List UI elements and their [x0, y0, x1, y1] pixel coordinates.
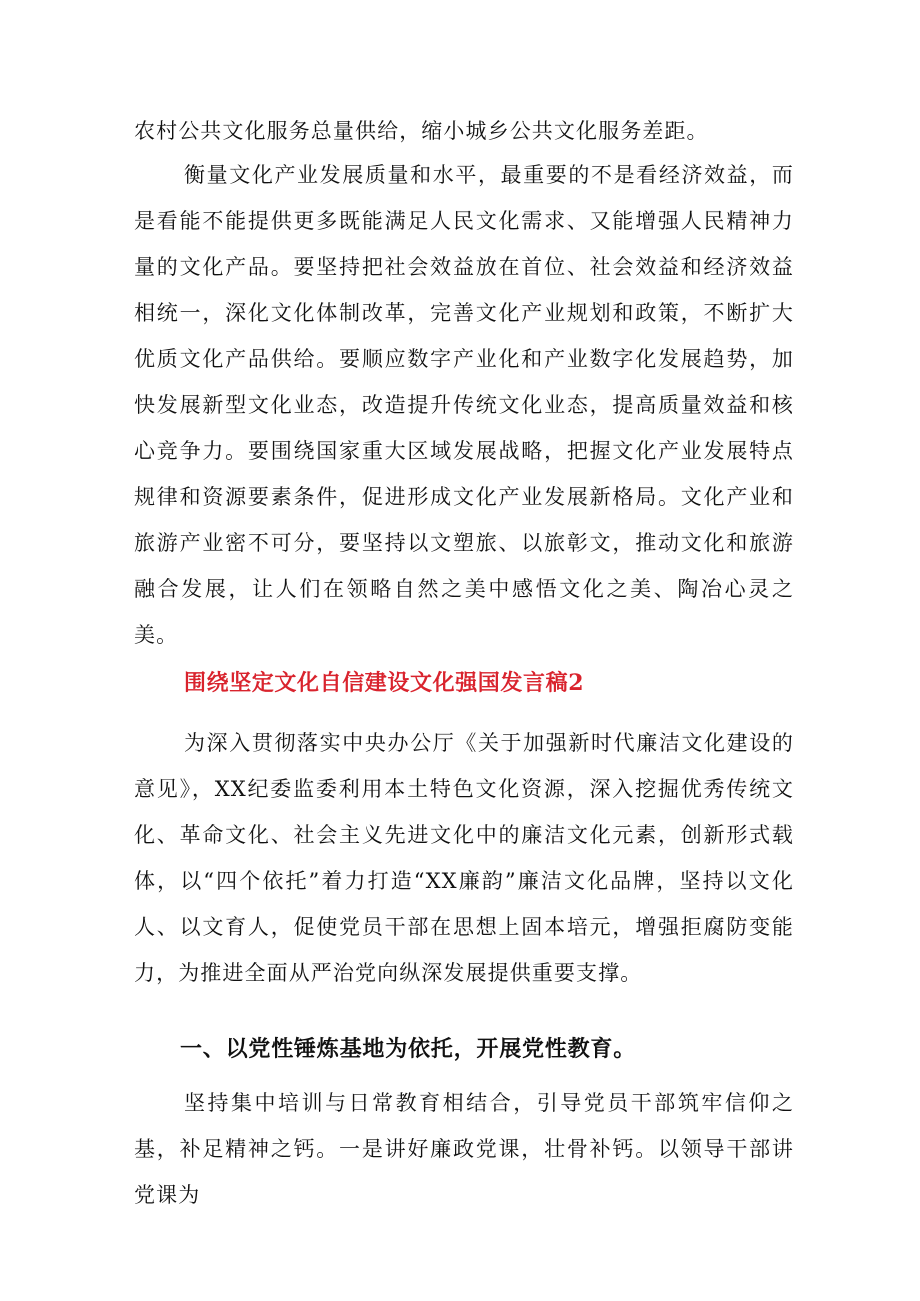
section-heading: 一、以党性锤炼基地为依托，开展党性教育。 [180, 1036, 637, 1062]
speech-title: 围绕坚定文化自信建设文化强国发言稿2 [184, 670, 585, 696]
paragraph-culture-industry: 衡量文化产业发展质量和水平，最重要的不是看经济效益，而是看能不能提供更多既能满足人民文化需求、又能增强人民精神力量的文化产品。要坚持把社会效益放在首位、社会效益和经济效益相统一，深化文化体制改革，完善文化产业规划和政策，不断扩大优质文化产品供给。要顺应数字产业化和产业数字化发展趋势，加快发展新型文化业态，改造提升传统文化业态，提高质量效益和核心竞争力。要围绕国家重大区域发展战略，把握文化产业发展特点规律和资源要素条件，促进形成文化产业发展新格局。文化产业和旅游产业密不可分，要坚持以文塑旅、以旅彰文，推动文化和旅游融合发展，让人们在领略自然之美中感悟文化之美、陶冶心灵之美。 [134, 163, 794, 647]
paragraph-section-body: 坚持集中培训与日常教育相结合，引导党员干部筑牢信仰之基，补足精神之钙。一是讲好廉政党课，壮骨补钙。以领导干部讲党课为 [134, 1091, 794, 1207]
paragraph-intro: 农村公共文化服务总量供给，缩小城乡公共文化服务差距。 [134, 119, 709, 143]
paragraph-speech-intro: 为深入贯彻落实中央办公厅《关于加强新时代廉洁文化建设的意见》，XX纪委监委利用本土特色文化资源，深入挖掘优秀传统文化、革命文化、社会主义先进文化中的廉洁文化元素，创新形式载体，以“四个依托”着力打造“XX廉韵”廉洁文化品牌，坚持以文化人、以文育人，促使党员干部在思想上固本培元，增强拒腐防变能力，为推进全面从严治党向纵深发展提供重要支撑。 [134, 731, 794, 985]
